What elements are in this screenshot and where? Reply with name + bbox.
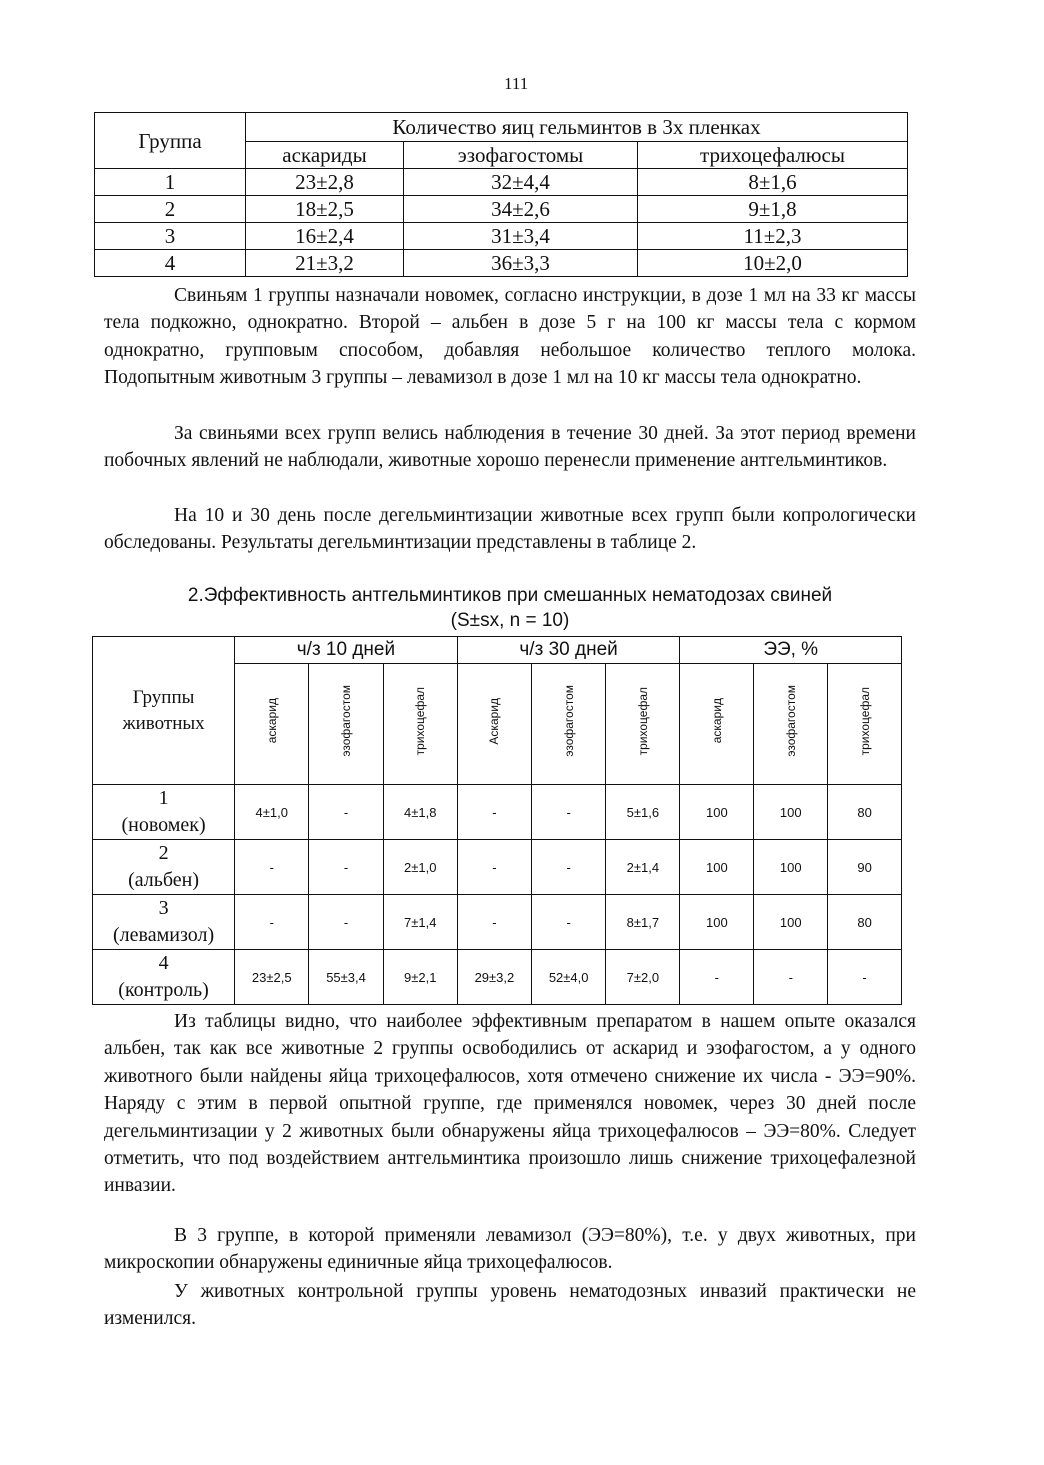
- subcolumn-header: эзофагостом: [309, 664, 383, 785]
- value-cell: -: [754, 950, 828, 1005]
- table-row: [93, 840, 902, 895]
- value-cell: 29±3,2: [457, 950, 531, 1005]
- group-label: 2 (альбен): [93, 840, 235, 895]
- value-cell: -: [309, 785, 383, 840]
- subcolumn-header: аскарид: [680, 664, 754, 785]
- value-cell: -: [457, 840, 531, 895]
- subcolumn-header: трихоцефал: [828, 664, 902, 785]
- value-cell: 52±4,0: [532, 950, 606, 1005]
- group-label: 1 (новомек): [93, 785, 235, 840]
- value-cell: 7±2,0: [606, 950, 680, 1005]
- group-header: Группы животных: [93, 637, 235, 785]
- value-cell: 5±1,6: [606, 785, 680, 840]
- value-cell: 80: [828, 895, 902, 950]
- subcolumn-header: эзофагостом: [754, 664, 828, 785]
- table-row: [93, 950, 902, 1005]
- paragraph-text: За свиньями всех групп велись наблюдения в течение 30 дней. За этот период времени побочных явлений не наблюдали, животные хорошо перенесли применение антгельминтиков.: [104, 423, 916, 472]
- value-cell: 36±3,3: [404, 250, 638, 277]
- paragraph-text: Свиньям 1 группы назначали новомек, согласно инструкции, в дозе 1 мл на 33 кг массы тела подкожно, однократно. Второй – альбен в дозе 5 г на 100 кг массы тела с кормом однократно, групповым способом, добавляя небольшое количество теплого молока. Подопытным животным 3 группы – левамизол в дозе 1 мл на 10 кг массы тела однократно.: [104, 285, 916, 389]
- value-cell: 90: [828, 840, 902, 895]
- value-cell: 4±1,8: [383, 785, 457, 840]
- value-cell: 100: [754, 895, 828, 950]
- value-cell: 31±3,4: [404, 223, 638, 250]
- period-header: ч/з 10 дней: [235, 637, 458, 664]
- value-cell: 9±2,1: [383, 950, 457, 1005]
- table-row: [95, 223, 908, 250]
- value-cell: -: [235, 840, 309, 895]
- table-row: [93, 895, 902, 950]
- value-cell: 100: [680, 840, 754, 895]
- paragraph-text: На 10 и 30 день после дегельминтизации животные всех групп были копрологически обследованы. Результаты дегельминтизации представлены в таблице 2.: [104, 505, 916, 554]
- value-cell: -: [309, 895, 383, 950]
- subcolumn-header: трихоцефал: [383, 664, 457, 785]
- value-cell: 8±1,6: [637, 169, 907, 196]
- group-cell: 4: [95, 250, 246, 277]
- value-cell: 100: [754, 840, 828, 895]
- table-row: [95, 196, 908, 223]
- value-cell: -: [532, 785, 606, 840]
- subcolumn-header: трихоцефал: [606, 664, 680, 785]
- value-cell: 16±2,4: [246, 223, 404, 250]
- value-cell: -: [828, 950, 902, 1005]
- table2-caption: 2.Эффективность антгельминтиков при смешанных нематодозах свиней: [187, 585, 833, 606]
- paragraph-examination: [104, 502, 916, 557]
- period-header: ЭЭ, %: [680, 637, 902, 664]
- page-number: 111: [504, 74, 529, 93]
- value-cell: 18±2,5: [246, 196, 404, 223]
- value-cell: -: [680, 950, 754, 1005]
- group-cell: 2: [95, 196, 246, 223]
- group-header: Группа: [95, 113, 246, 169]
- value-cell: 8±1,7: [606, 895, 680, 950]
- value-cell: -: [309, 840, 383, 895]
- group-cell: 3: [95, 223, 246, 250]
- value-cell: 23±2,5: [235, 950, 309, 1005]
- paragraph-control: [104, 1278, 916, 1333]
- value-cell: 23±2,8: [246, 169, 404, 196]
- value-cell: 4±1,0: [235, 785, 309, 840]
- value-cell: -: [457, 785, 531, 840]
- table-row: [95, 169, 908, 196]
- value-cell: 21±3,2: [246, 250, 404, 277]
- value-cell: 32±4,4: [404, 169, 638, 196]
- value-cell: 9±1,8: [637, 196, 907, 223]
- table-row: [95, 250, 908, 277]
- paragraph-text: Из таблицы видно, что наиболее эффективным препаратом в нашем опыте оказался альбен, так как все животные 2 группы освободились от аскарид и эзофагостом, а у одного животного были найдены яйца трихоцефалюсов, хотя отмечено снижение их числа - ЭЭ=90%. Наряду с этим в первой опытной группе, где применялся новомек, через 30 дней после дегельминтизации у 2 животных были обнаружены яйца трихоцефалюсов – ЭЭ=80%. Следует отметить, что под воздействием антгельминтика произошло лишь снижение трихоцефалезной инвазии.: [104, 1011, 916, 1197]
- value-cell: 55±3,4: [309, 950, 383, 1005]
- value-cell: 7±1,4: [383, 895, 457, 950]
- value-cell: 2±1,4: [606, 840, 680, 895]
- group-label: 3 (левамизол): [93, 895, 235, 950]
- table-row: [93, 785, 902, 840]
- value-cell: 100: [754, 785, 828, 840]
- paragraph-text: В 3 группе, в которой применяли левамизол (ЭЭ=80%), т.е. у двух животных, при микроскопии обнаружены единичные яйца трихоцефалюсов.: [104, 1225, 916, 1274]
- value-cell: 100: [680, 895, 754, 950]
- subcolumn-header: эзофагостом: [532, 664, 606, 785]
- table2-subcaption: (S±sx, n = 10): [450, 610, 570, 631]
- eggs-count-header: Количество яиц гельминтов в 3х пленках: [246, 113, 908, 142]
- paragraph-levamisole: [104, 1222, 916, 1277]
- value-cell: -: [532, 895, 606, 950]
- paragraph-text: У животных контрольной группы уровень нематодозных инвазий практически не изменился.: [104, 1281, 916, 1330]
- column-header: эзофагостомы: [404, 142, 638, 169]
- value-cell: 10±2,0: [637, 250, 907, 277]
- subcolumn-header: аскарид: [235, 664, 309, 785]
- group-cell: 1: [95, 169, 246, 196]
- value-cell: -: [532, 840, 606, 895]
- paragraph-treatment: [104, 282, 916, 392]
- value-cell: 34±2,6: [404, 196, 638, 223]
- helminth-eggs-table: [94, 112, 908, 277]
- paragraph-conclusion: [104, 1008, 916, 1200]
- value-cell: -: [457, 895, 531, 950]
- efficacy-table: [92, 636, 902, 1005]
- group-label: 4 (контроль): [93, 950, 235, 1005]
- subcolumn-header: Аскарид: [457, 664, 531, 785]
- value-cell: 80: [828, 785, 902, 840]
- paragraph-observation: [104, 420, 916, 475]
- value-cell: 11±2,3: [637, 223, 907, 250]
- column-header: аскариды: [246, 142, 404, 169]
- value-cell: -: [235, 895, 309, 950]
- value-cell: 2±1,0: [383, 840, 457, 895]
- value-cell: 100: [680, 785, 754, 840]
- period-header: ч/з 30 дней: [457, 637, 680, 664]
- column-header: трихоцефалюсы: [637, 142, 907, 169]
